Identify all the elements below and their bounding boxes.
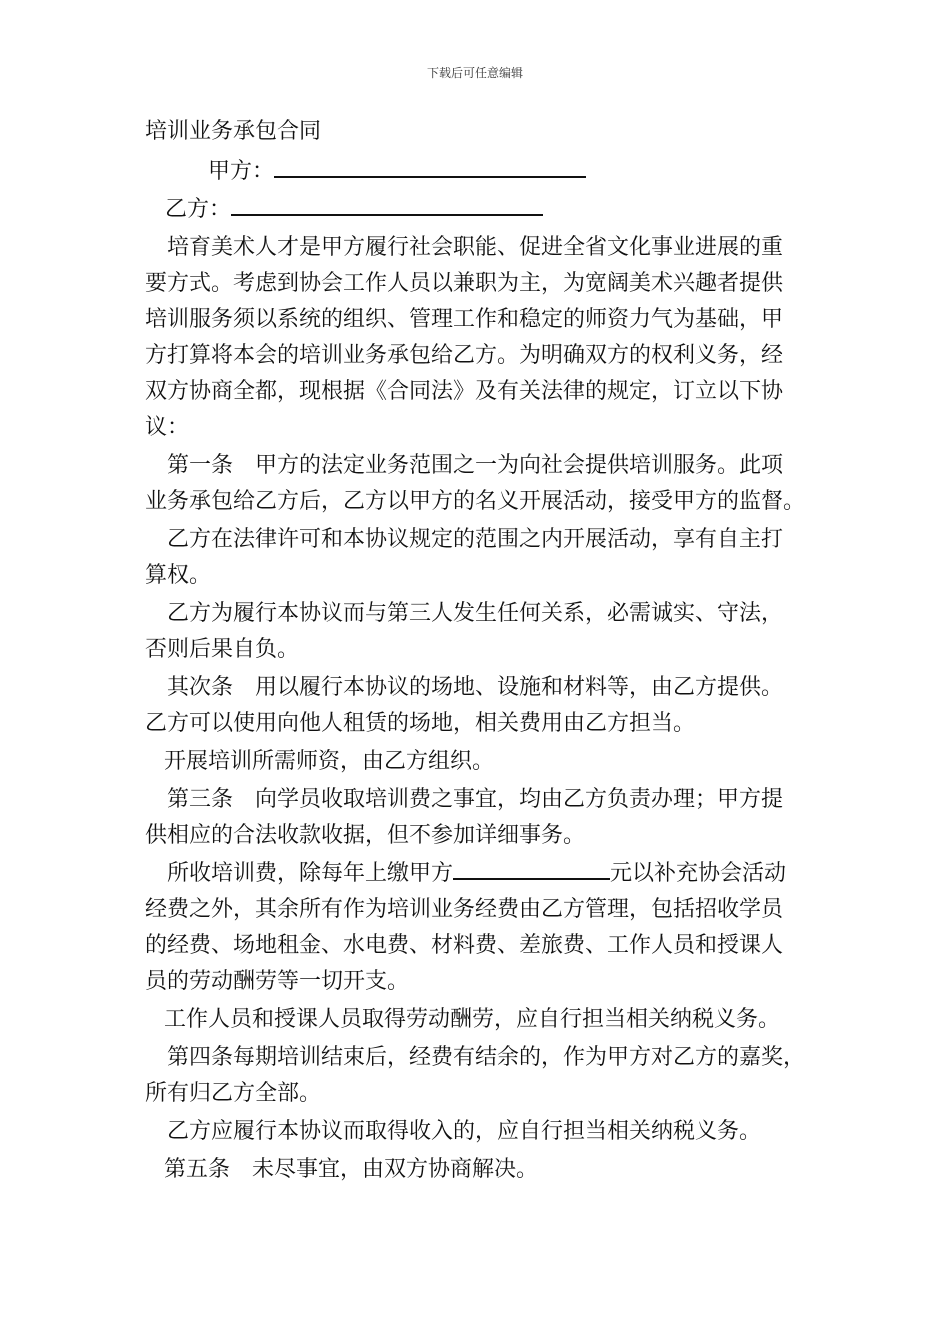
contract-body: [145, 114, 810, 1188]
preamble-line: 培训服务须以系统的组织、管理工作和稳定的师资力气为基础，甲: [145, 307, 784, 332]
document-title: 培训业务承包合同: [145, 119, 322, 144]
article-1b-line: 乙方在法律许可和本协议规定的范围之内开展活动，享有自主打: [167, 527, 784, 552]
preamble-line: 议：: [145, 415, 190, 440]
article-4b-line: 乙方应履行本协议而取得收入的，应自行担当相关纳税义务。: [167, 1119, 762, 1144]
article-3-clause-c: [145, 1002, 810, 1038]
article-2-line: 其次条 用以履行本协议的场地、设施和材料等，由乙方提供。: [167, 675, 784, 700]
page-header-note: 下载后可任意编辑: [426, 66, 523, 80]
article-1b-line: 算权。: [145, 563, 212, 588]
article-1: [145, 448, 810, 520]
article-1c-line: 否则后果自负。: [145, 637, 300, 662]
annual-fee-blank[interactable]: [453, 860, 610, 880]
preamble-line: 双方协商全都，现根据《合同法》及有关法律的规定，订立以下协: [145, 379, 784, 404]
preamble-line: 要方式。考虑到协会工作人员以兼职为主，为宽阔美术兴趣者提供: [145, 271, 784, 296]
party-b-blank[interactable]: [231, 196, 543, 216]
article-1-clause-b: [145, 522, 810, 594]
party-b-label: 乙方：: [165, 197, 232, 222]
article-2b-line: 开展培训所需师资，由乙方组织。: [164, 749, 495, 774]
article-4-clause-b: [145, 1114, 810, 1150]
article-3-line: 供相应的合法收款收据，但不参加详细事务。: [145, 823, 586, 848]
article-4-line: 所有归乙方全部。: [145, 1081, 322, 1106]
party-a-label: 甲方：: [208, 159, 275, 184]
article-3b-line: 经费之外，其余所有作为培训业务经费由乙方管理，包括招收学员: [145, 897, 784, 922]
article-4-line: 第四条每期培训结束后，经费有结余的，作为甲方对乙方的嘉奖，: [167, 1045, 806, 1070]
article-3-line: 第三条 向学员收取培训费之事宜，均由乙方负责办理；甲方提: [167, 787, 784, 812]
preamble-line: 培育美术人才是甲方履行社会职能、促进全省文化事业进展的重: [167, 235, 784, 260]
article-3b-text-after-blank: 元以补充协会活动: [610, 861, 787, 886]
article-3b-text-before-blank: 所收培训费，除每年上缴甲方: [167, 861, 454, 886]
article-1-line: 第一条 甲方的法定业务范围之一为向社会提供培训服务。此项: [167, 453, 784, 478]
party-b-line: [145, 192, 810, 228]
article-1c-line: 乙方为履行本协议而与第三人发生任何关系，必需诚实、守法，: [167, 601, 784, 626]
preamble-line: 方打算将本会的培训业务承包给乙方。为明确双方的权利义务，经: [145, 343, 784, 368]
article-2-line: 乙方可以使用向他人租赁的场地，相关费用由乙方担当。: [145, 711, 696, 736]
article-3: [145, 782, 810, 854]
article-1-clause-c: [145, 596, 810, 668]
article-5-line: 第五条 未尽事宜，由双方协商解决。: [164, 1157, 539, 1182]
party-a-blank[interactable]: [274, 158, 586, 178]
article-2-clause-b: [145, 744, 810, 780]
article-3b-line: 的经费、场地租金、水电费、材料费、差旅费、工作人员和授课人: [145, 933, 784, 958]
article-3b-line: [145, 856, 810, 892]
article-3b-line: 员的劳动酬劳等一切开支。: [145, 969, 410, 994]
article-1-line: 业务承包给乙方后，乙方以甲方的名义开展活动，接受甲方的监督。: [145, 489, 806, 514]
party-a-line: [145, 154, 810, 190]
preamble: [145, 230, 810, 446]
article-5: [145, 1152, 810, 1188]
article-2: [145, 670, 810, 742]
article-3-clause-b: [145, 856, 810, 1000]
article-4: [145, 1040, 810, 1112]
article-3c-line: 工作人员和授课人员取得劳动酬劳，应自行担当相关纳税义务。: [164, 1007, 781, 1032]
